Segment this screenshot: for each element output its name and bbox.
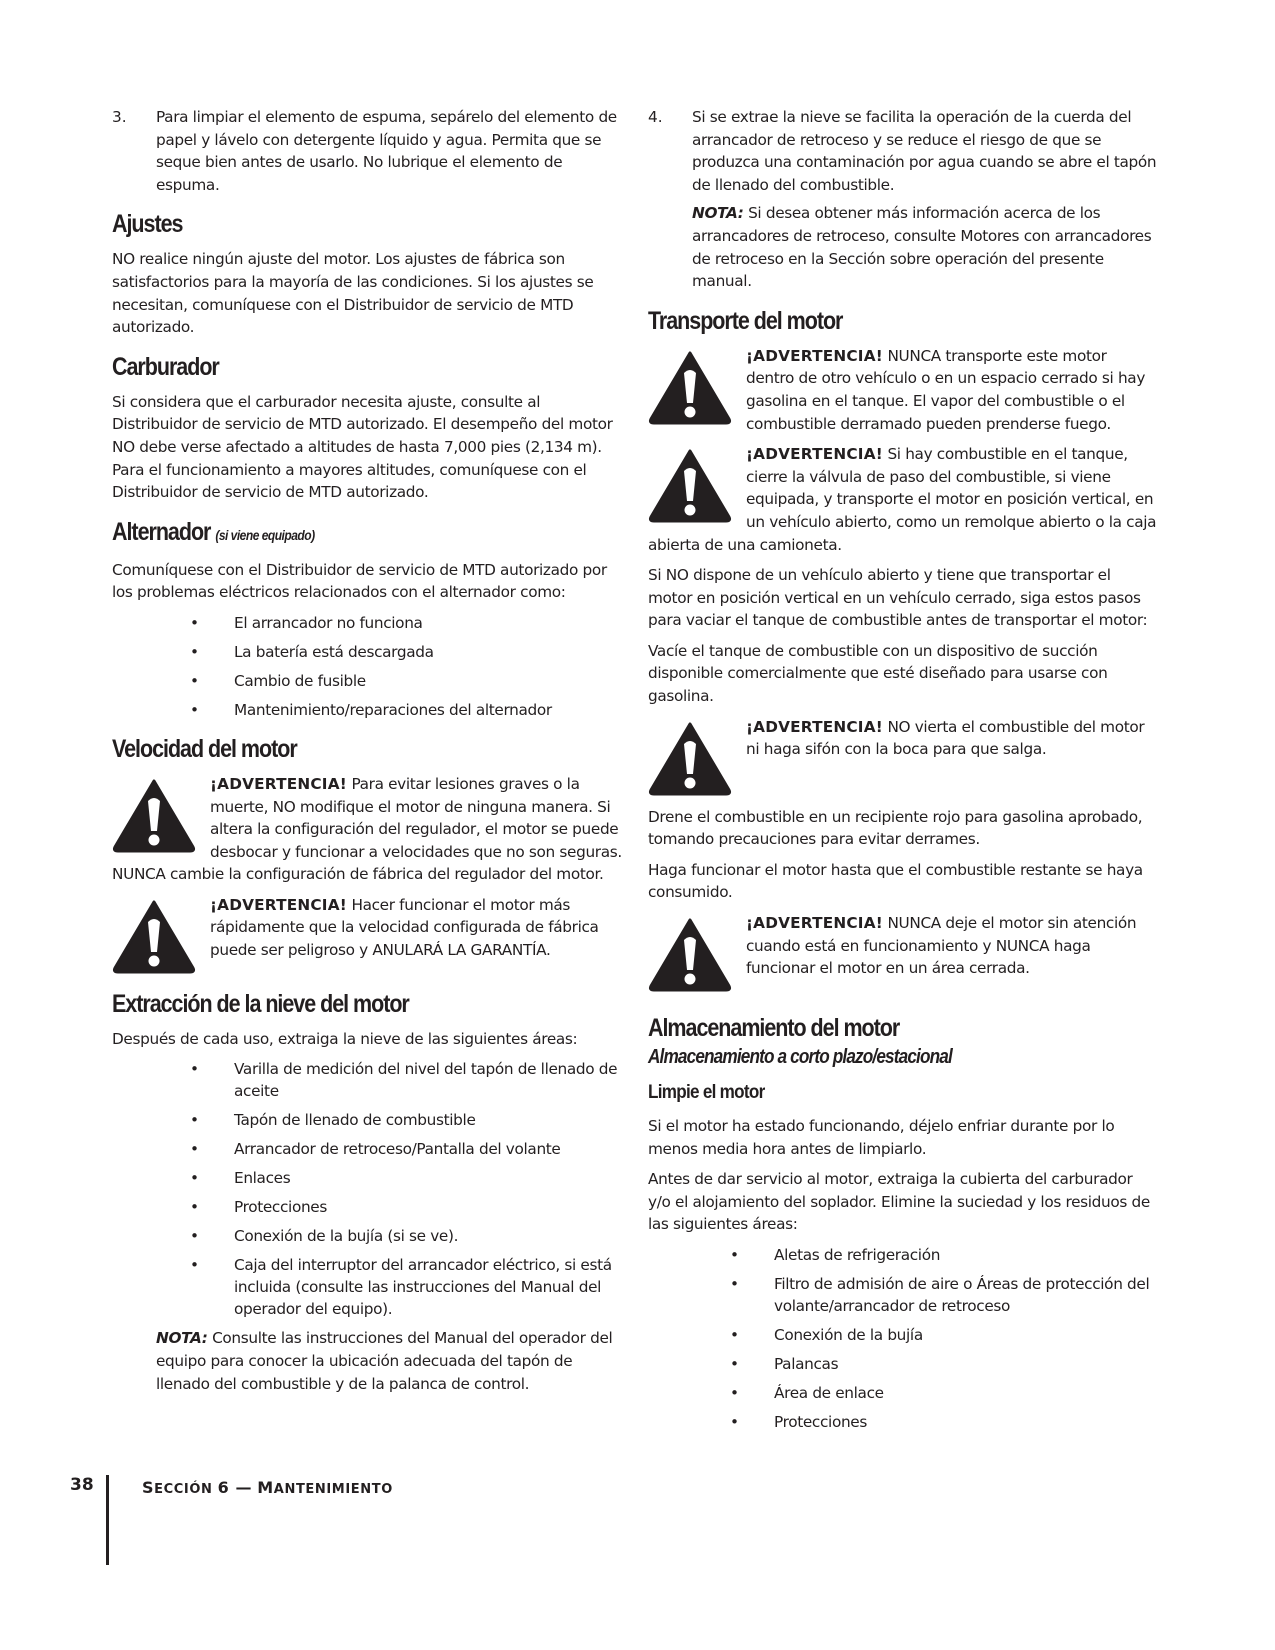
bullet-icon: • bbox=[190, 1227, 199, 1246]
list-item: • Arrancador de retroceso/Pantalla del volante bbox=[112, 1138, 622, 1160]
right-column bbox=[648, 106, 1158, 1440]
warning-text: Para evitar lesiones graves o la muerte, NO modifique el motor de ninguna manera. Si altera la configuración del regulador, el motor se puede desbocar y funcionar a velocidades que no son seguras. NUNCA cambie la configuración de fábrica del regulador del motor. bbox=[112, 774, 622, 884]
list-item: • Enlaces bbox=[112, 1167, 622, 1189]
warning-label: ¡ADVERTENCIA! bbox=[210, 774, 347, 793]
step-text: Si se extrae la nieve se facilita la operación de la cuerda del arrancador de retroceso y se reduce el riesgo de que se produzca una contaminación por agua cuando se abre el tapón de llenado del combustible. bbox=[692, 108, 1157, 194]
warning-label: ¡ADVERTENCIA! bbox=[746, 445, 883, 464]
list-item: • Área de enlace bbox=[648, 1382, 1158, 1404]
section-title: SECCIÓN 6 — MANTENIMIENTO bbox=[142, 1478, 393, 1497]
step-4 bbox=[648, 106, 1158, 196]
warning-triangle-icon bbox=[112, 898, 196, 974]
step4-note bbox=[692, 202, 1158, 292]
warning-text: NUNCA deje el motor sin atención cuando está en funcionamiento y NUNCA haga funcionar el motor en un área cerrada. bbox=[746, 914, 1137, 978]
warning-text: Si hay combustible en el tanque, cierre la válvula de paso del combustible, si viene equipada, y transporte el motor en posición vertical, en un vehículo abierto, como un remolque abierto o la caja abierta de una camioneta. bbox=[648, 445, 1157, 554]
transporte-para-3: Drene el combustible en un recipiente rojo para gasolina aprobado, tomando precauciones para evitar derrames. bbox=[648, 807, 1143, 849]
bullet-icon: • bbox=[730, 1413, 739, 1431]
extraccion-list bbox=[112, 1058, 622, 1320]
list-item: • Mantenimiento/reparaciones del alternador bbox=[112, 699, 622, 721]
bullet-icon: • bbox=[730, 1326, 739, 1344]
list-item: • Conexión de la bujía bbox=[648, 1324, 1158, 1346]
heading-transporte: Transporte del motor bbox=[648, 306, 843, 335]
warning-triangle-icon bbox=[648, 916, 732, 992]
alternador-title: Alternador bbox=[112, 517, 211, 546]
step-text: Para limpiar el elemento de espuma, sepárelo del elemento de papel y lávelo con detergente líquido y agua. Permita que se seque bien antes de usarlo. No lubrique el elemento de espuma. bbox=[156, 108, 617, 194]
step-number: 3. bbox=[112, 108, 127, 126]
list-item: • Aletas de refrigeración bbox=[648, 1244, 1158, 1266]
warning-block bbox=[648, 716, 1158, 798]
heading-alternador bbox=[112, 518, 551, 549]
list-item: • Conexión de la bujía (si se ve). bbox=[112, 1225, 622, 1247]
carburador-body: Si considera que el carburador necesita ajuste, consulte al Distribuidor de servicio de MTD autorizado. El desempeño del motor NO debe verse afectado a altitudes de hasta 7,000 pies (2,134 m). Para el funcionamiento a mayores altitudes, comuníquese con el Distribuidor de servicio de MTD autorizado. bbox=[112, 392, 613, 502]
ajustes-body: NO realice ningún ajuste del motor. Los ajustes de fábrica son satisfactorios para la mayoría de las condiciones. Si los ajustes se necesitan, comuníquese con el Distribuidor de servicio de MTD autorizado. bbox=[112, 250, 594, 337]
almacenamiento-para-1: Si el motor ha estado funcionando, déjelo enfriar durante por lo menos media hora antes de limpiarlo. bbox=[648, 1117, 1115, 1158]
extraccion-body: Después de cada uso, extraiga la nieve de las siguientes áreas: bbox=[112, 1029, 578, 1048]
alternador-list bbox=[112, 612, 622, 721]
note-text: Si desea obtener más información acerca de los arrancadores de retroceso, consulte Motores con arrancadores de retroceso en la Sección sobre operación del presente manual. bbox=[692, 204, 1152, 291]
almacenamiento-para-2: Antes de dar servicio al motor, extraiga la cubierta del carburador y/o el alojamiento del soplador. Elimine la suciedad y los residuos de las siguientes áreas: bbox=[648, 1170, 1150, 1234]
list-item: • El arrancador no funciona bbox=[112, 612, 622, 634]
heading-almacenamiento: Almacenamiento del motor bbox=[648, 1014, 900, 1043]
subheading-corto-plazo: Almacenamiento a corto plazo/estacional bbox=[648, 1046, 952, 1069]
list-item: • La batería está descargada bbox=[112, 641, 622, 663]
warning-text: NO vierta el combustible del motor ni haga sifón con la boca para que salga. bbox=[746, 717, 1145, 759]
warning-text: NUNCA transporte este motor dentro de otro vehículo o en un espacio cerrado si hay gasolina en el tanque. El vapor del combustible o el combustible derramado pueden prenderse fuego. bbox=[746, 346, 1146, 433]
bullet-icon: • bbox=[730, 1355, 739, 1373]
warning-label: ¡ADVERTENCIA! bbox=[746, 346, 883, 365]
note-label: NOTA: bbox=[692, 204, 744, 223]
bullet-icon: • bbox=[190, 642, 199, 661]
list-item: • Protecciones bbox=[648, 1411, 1158, 1433]
warning-block bbox=[112, 894, 622, 976]
bullet-icon: • bbox=[190, 1169, 199, 1188]
warning-triangle-icon bbox=[648, 349, 732, 425]
almacenamiento-list bbox=[648, 1244, 1158, 1433]
bullet-icon: • bbox=[190, 671, 199, 690]
list-item: • Cambio de fusible bbox=[112, 670, 622, 692]
heading-extraccion: Extracción de la nieve del motor bbox=[112, 989, 409, 1018]
list-item: • Tapón de llenado de combustible bbox=[112, 1109, 622, 1131]
warning-block bbox=[112, 773, 622, 886]
list-item: • Palancas bbox=[648, 1353, 1158, 1375]
bullet-icon: • bbox=[730, 1275, 739, 1293]
bullet-icon: • bbox=[190, 700, 199, 719]
warning-block bbox=[648, 912, 1158, 994]
extraccion-note bbox=[156, 1327, 622, 1395]
footer-divider bbox=[106, 1475, 109, 1565]
step-number: 4. bbox=[648, 108, 663, 126]
heading-velocidad: Velocidad del motor bbox=[112, 734, 297, 763]
alternador-note: (si viene equipado) bbox=[215, 526, 315, 543]
transporte-para-1: Si NO dispone de un vehículo abierto y tiene que transportar el motor en posición vertical en un vehículo cerrado, siga estos pasos para vaciar el tanque de combustible antes de transportar el motor: bbox=[648, 566, 1148, 630]
alternador-body: Comuníquese con el Distribuidor de servicio de MTD autorizado por los problemas eléctricos relacionados con el alternador como: bbox=[112, 560, 607, 602]
note-text: Consulte las instrucciones del Manual del operador del equipo para conocer la ubicación adecuada del tapón de llenado del combustible y de la palanca de control. bbox=[156, 1329, 613, 1393]
step-3 bbox=[112, 106, 622, 196]
transporte-para-2: Vacíe el tanque de combustible con un dispositivo de succión disponible comercialmente que esté diseñado para usarse con gasolina. bbox=[648, 641, 1108, 706]
warning-text: Hacer funcionar el motor más rápidamente que la velocidad configurada de fábrica puede ser peligroso y ANULARÁ LA GARANTÍA. bbox=[210, 895, 599, 960]
note-label: NOTA: bbox=[156, 1329, 208, 1348]
list-item: • Caja del interruptor del arrancador eléctrico, si está incluida (consulte las instrucciones del Manual del operador del equipo). bbox=[112, 1254, 622, 1320]
bullet-icon: • bbox=[190, 1256, 199, 1275]
list-item: • Protecciones bbox=[112, 1196, 622, 1218]
list-item: • Filtro de admisión de aire o Áreas de protección del volante/arrancador de retroceso bbox=[648, 1273, 1158, 1317]
warning-block bbox=[648, 443, 1158, 556]
heading-carburador: Carburador bbox=[112, 352, 219, 381]
bullet-icon: • bbox=[190, 1198, 199, 1217]
warning-label: ¡ADVERTENCIA! bbox=[746, 717, 883, 736]
warning-triangle-icon bbox=[648, 720, 732, 796]
bullet-icon: • bbox=[730, 1246, 739, 1264]
bullet-icon: • bbox=[190, 613, 199, 632]
bullet-icon: • bbox=[190, 1060, 199, 1079]
warning-triangle-icon bbox=[648, 447, 732, 523]
page-number: 38 bbox=[70, 1475, 94, 1495]
transporte-para-4: Haga funcionar el motor hasta que el combustible restante se haya consumido. bbox=[648, 860, 1143, 902]
bullet-icon: • bbox=[730, 1384, 739, 1402]
left-column bbox=[112, 106, 622, 1403]
bullet-icon: • bbox=[190, 1140, 199, 1159]
warning-block bbox=[648, 345, 1158, 435]
bullet-icon: • bbox=[190, 1111, 199, 1130]
warning-triangle-icon bbox=[112, 777, 196, 853]
heading-ajustes: Ajustes bbox=[112, 210, 183, 239]
list-item: • Varilla de medición del nivel del tapón de llenado de aceite bbox=[112, 1058, 622, 1102]
warning-label: ¡ADVERTENCIA! bbox=[210, 895, 347, 914]
warning-label: ¡ADVERTENCIA! bbox=[746, 914, 883, 933]
heading-limpie: Limpie el motor bbox=[648, 1082, 765, 1104]
